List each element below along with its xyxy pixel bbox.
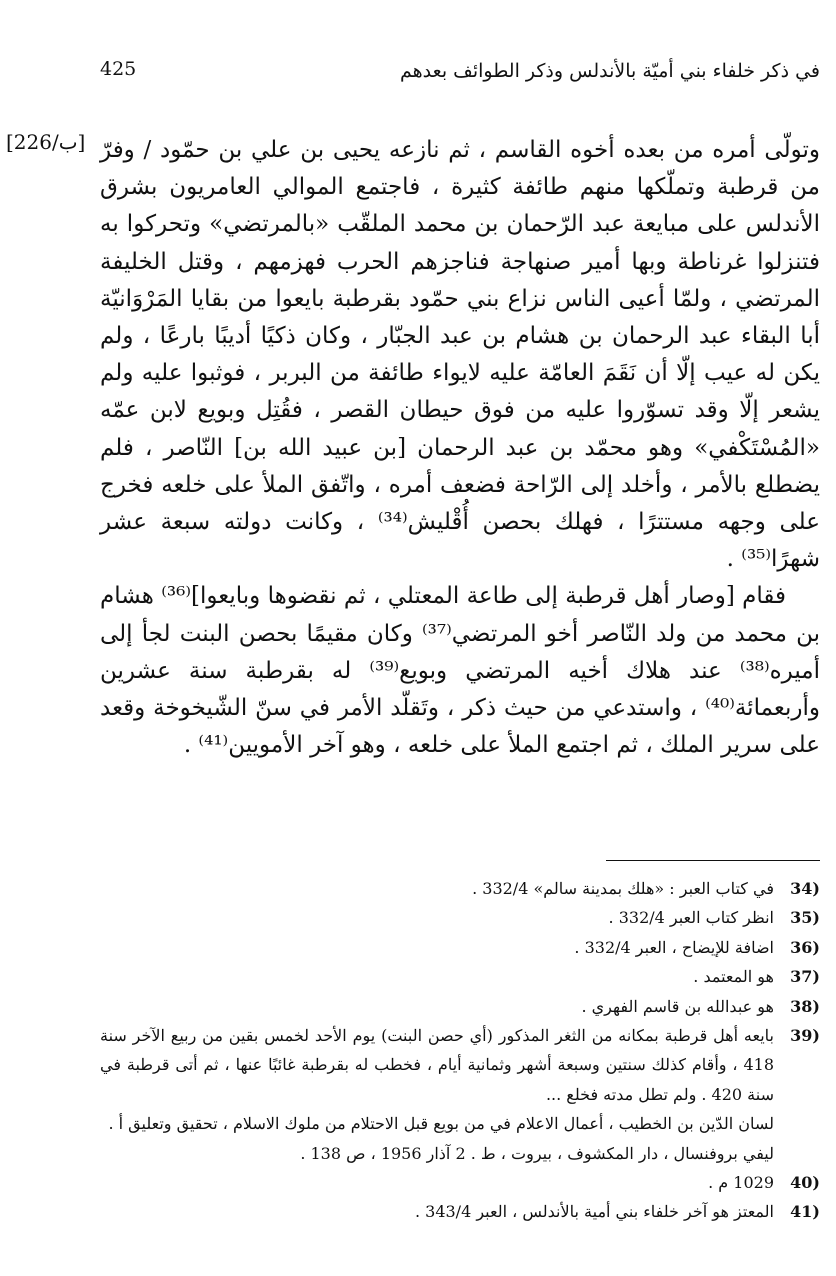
footnote-separator [606,860,820,861]
footnote-number: 41) [790,1202,820,1222]
page-number: 425 [100,58,137,80]
footnote-citation: لسان الدّين بن الخطيب ، أعمال الاعلام في من بويع قبل الاحتلام من ملوك الاسلام ، تحقيق وتعليق أ . ليفي بروفنسال ، دار المكشوف ، بيروت ، ط . 2 آذار 1956 ، ص 138 . [108,1114,774,1163]
main-text [100,132,820,764]
footnote-number: 40) [790,1173,820,1193]
page-header [100,56,820,92]
footnote-text: انظر كتاب العبر 332/4 . [608,908,774,928]
footnote-number: 38) [790,996,820,1016]
footnote-item [100,962,820,991]
footnotes [100,874,820,1227]
footnote-item [100,1021,820,1109]
footnote-item [100,1168,820,1197]
paragraph: فقام [وصار أهل قرطبة إلى طاعة المعتلي ، ثم نقضوها وبايعوا]⁽³⁶⁾ هشام بن محمد من ولد النّاصر أخو المرتضي⁽³⁷⁾ وكان مقيمًا بحصن البنت لجأ إلى أميره⁽³⁸⁾ عند هلاك أخيه المرتضي وبويع⁽³⁹⁾ له بقرطبة سنة عشرين وأربعمائة⁽⁴⁰⁾ ، واستدعي من حيث ذكر ، وتَقلّد الأمر في سنّ الشّيخوخة وقعد على سرير الملك ، ثم اجتمع الملأ على خلعه ، وهو آخر الأمويين⁽⁴¹⁾ . [100,583,821,759]
margin-folio-reference: [226/ب] [6,130,86,154]
footnote-text: 1029 م . [708,1173,774,1193]
footnote-text: المعتز هو آخر خلفاء بني أمية بالأندلس ، العبر 343/4 . [414,1202,774,1222]
footnote-text: هو عبدالله بن قاسم الفهري . [581,996,774,1016]
footnote-item [100,903,820,932]
footnote-item [100,1197,820,1226]
footnote-item [100,933,820,962]
footnote-text: اضافة للإيضاح ، العبر 332/4 . [574,937,774,957]
footnote-text: بايعه أهل قرطبة بمكانه من الثغر المذكور (أي حصن البنت) يوم الأحد لخمس بقين من ربيع الآخر سنة 418 ، وأقام كذلك سنتين وسبعة أشهر وثمانية أيام ، فخطب له بقرطبة غائبًا عنها ، ثم أتى قرطبة في سنة 420 . ولم تطل مدته فخلع ... [100,1026,774,1104]
paragraph: وتولّى أمره من بعده أخوه القاسم ، ثم نازعه يحيى بن علي بن حمّود / وفرّ من قرطبة وتملّكها منهم طائفة كثيرة ، فاجتمع الموالي العامريون بشرق الأندلس على مبايعة عبد الرّحمان بن محمد الملقّب «بالمرتضي» وتحركوا به فتنزلوا غرناطة وبها أمير صنهاجة فناجزهم الحرب فهزمهم ، وقتل الخليفة المرتضي ، ولمّا أعيى الناس نزاع بني حمّود بقرطبة بايعوا من بقايا المَرْوَانيّة أبا البقاء عبد الرحمان بن هشام بن عبد الجبّار ، وكان ذكيًا أديبًا بارعًا ، ولم يكن له عيب إلّا أن نَقَمَ العامّة عليه لايواء طائفة من البربر ، فوثبوا عليه ولم يشعر إلّا وقد تسوّروا عليه من فوق حيطان القصر ، فقُتِل وبويع لابن عمّه «المُسْتَكْفي» وهو محمّد بن عبد الرحمان [بن عبيد الله بن] النّاصر ، فلم يضطلع بالأمر ، وأخلد إلى الرّاحة فضعف أمره ، واتّفق الملأ على خلعه فخرج على وجهه مستترًا ، فهلك بحصن أُقْليش⁽³⁴⁾ ، وكانت دولته سبعة عشر شهرًا⁽³⁵⁾ . [100,137,820,573]
footnote-item [100,992,820,1021]
footnote-number: 36) [790,937,820,957]
footnote-text: هو المعتمد . [693,967,774,987]
running-title: في ذكر خلفاء بني أميّة بالأندلس وذكر الطوائف بعدهم [400,60,820,82]
footnote-item [100,874,820,903]
footnote-text: في كتاب العبر : «هلك بمدينة سالم» 332/4 . [472,879,774,898]
footnote-number: 35) [790,908,820,928]
footnote-number: 37) [790,967,820,987]
footnote-number: 34) [790,879,820,898]
footnote-number: 39) [790,1026,820,1046]
